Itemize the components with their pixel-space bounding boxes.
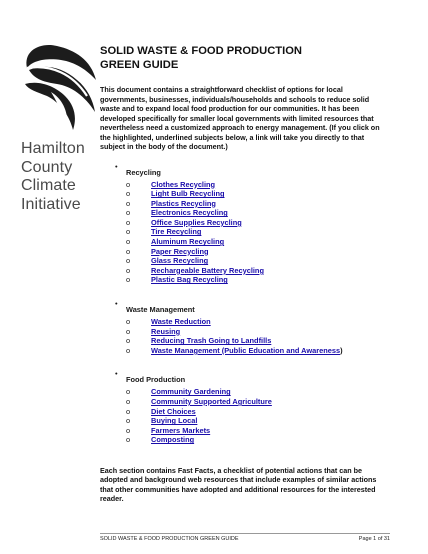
list-item [126, 416, 390, 426]
circle-bullet-icon: o [126, 435, 131, 445]
list-item [126, 317, 390, 327]
bullet-icon: • [115, 369, 118, 379]
link-buying-local[interactable]: Buying Local [151, 416, 198, 426]
link-tire-recycling[interactable]: Tire Recycling [151, 227, 202, 237]
list-item [126, 426, 390, 436]
subject-list [126, 180, 390, 286]
link-reusing[interactable]: Reusing [151, 326, 181, 336]
logo-line-climate: Climate [21, 177, 76, 194]
bullet-icon: • [115, 299, 118, 309]
subject-list [126, 317, 390, 355]
list-item [126, 387, 390, 397]
logo-line-county: County [21, 158, 73, 176]
section-label: Waste Management [126, 305, 195, 315]
circle-bullet-icon: o [126, 317, 131, 327]
closing-paragraph [100, 466, 390, 504]
bullet-icon: • [115, 161, 118, 171]
list-item [126, 435, 390, 445]
closing-text: Each section contains Fast Facts, a checklist of potential actions that can be adopted and background web resources that include examples of similar actions that other communities have adopted and additional resources for the interested reader [100, 465, 377, 504]
list-item [126, 275, 390, 285]
circle-bullet-icon: o [126, 416, 131, 426]
link-farmers-markets[interactable]: Farmers Markets [151, 425, 211, 435]
list-item [126, 266, 390, 276]
section-label: Food Production [126, 375, 186, 385]
circle-bullet-icon: o [126, 387, 131, 397]
title-line-1: SOLID WASTE & FOOD PRODUCTION [100, 45, 302, 57]
list-item [126, 256, 390, 266]
list-item [126, 336, 390, 346]
link-paper-recycling[interactable]: Paper Recycling [151, 246, 209, 256]
link-community-supported-agriculture[interactable]: Community Supported Agriculture [151, 397, 272, 406]
list-item [126, 237, 390, 247]
link-community-gardening[interactable]: Community Gardening [151, 387, 231, 397]
circle-bullet-icon: o [126, 275, 131, 285]
link-electronics-recycling[interactable]: Electronics Recycling [151, 208, 228, 218]
section-list [100, 162, 390, 445]
link-rechargeable-battery-recycling[interactable]: Rechargeable Battery Recycling [151, 265, 264, 275]
subject-list [126, 387, 390, 445]
link-glass-recycling[interactable]: Glass Recycling [151, 256, 209, 266]
circle-bullet-icon: o [126, 217, 131, 227]
document-title [100, 44, 390, 72]
logo-line-initiative: Initiative [21, 195, 81, 213]
circle-bullet-icon: o [126, 256, 131, 266]
list-item [126, 397, 390, 407]
list-item [126, 189, 390, 199]
list-item [126, 227, 390, 237]
closing-period: . [121, 494, 124, 504]
list-item [126, 208, 390, 218]
footer-title: SOLID WASTE & FOOD PRODUCTION GREEN GUIDE [100, 536, 239, 542]
footer-divider [100, 533, 390, 534]
link-aluminum-recycling[interactable]: Aluminum Recycling [151, 237, 225, 247]
link-waste-management-public-education-and-awareness[interactable]: Waste Management (Public Education and Awareness [151, 345, 341, 355]
list-item [126, 180, 390, 190]
circle-bullet-icon: o [126, 265, 131, 275]
circle-bullet-icon: o [126, 208, 131, 218]
link-composting[interactable]: Composting [151, 435, 195, 445]
section-waste-management [100, 299, 390, 355]
link-plastic-bag-recycling[interactable]: Plastic Bag Recycling [151, 275, 228, 285]
link-diet-choices[interactable]: Diet Choices [151, 406, 196, 416]
closing-paren: ) [340, 345, 343, 355]
link-waste-reduction[interactable]: Waste Reduction [151, 317, 211, 327]
leaf-river-logo-icon [21, 40, 99, 132]
circle-bullet-icon: o [126, 198, 131, 208]
section-recycling [100, 162, 390, 286]
circle-bullet-icon: o [126, 326, 131, 336]
circle-bullet-icon: o [126, 345, 131, 355]
logo-line-hamilton: Hamilton [21, 140, 85, 157]
circle-bullet-icon: o [126, 397, 131, 406]
link-office-supplies-recycling[interactable]: Office Supplies Recycling [151, 217, 242, 227]
circle-bullet-icon: o [126, 406, 131, 416]
title-line-2: GREEN GUIDE [100, 59, 179, 71]
list-item [126, 218, 390, 228]
circle-bullet-icon: o [126, 189, 131, 199]
circle-bullet-icon: o [126, 425, 131, 435]
intro-paragraph: This document contains a straightforward checklist of options for local governments, businesses, individuals/households and schools to reduce solid waste and to expand local food production for our communities. It has been developed specifically for smaller local governments with limited resources that nevertheless need a customized approach to energy management. (If you click on the highlighted, underlined subjects below, a link will take you directly to that subject in the body of the document.) [100, 85, 380, 151]
list-item [126, 407, 390, 417]
section-food-production [100, 369, 390, 445]
list-item [126, 247, 390, 257]
hamilton-county-logo [21, 40, 101, 214]
link-light-bulb-recycling[interactable]: Light Bulb Recycling [151, 189, 225, 199]
section-label: Recycling [126, 167, 161, 177]
list-item [126, 199, 390, 209]
link-reducing-trash-going-to-landfills[interactable]: Reducing Trash Going to Landfills [151, 336, 272, 346]
link-plastics-recycling[interactable]: Plastics Recycling [151, 198, 216, 208]
page-number: Page 1 of 31 [358, 536, 390, 542]
circle-bullet-icon: o [126, 237, 131, 247]
circle-bullet-icon: o [126, 336, 131, 346]
document-body [100, 44, 390, 504]
link-clothes-recycling[interactable]: Clothes Recycling [151, 179, 216, 189]
circle-bullet-icon: o [126, 227, 131, 237]
list-item [126, 327, 390, 337]
circle-bullet-icon: o [126, 179, 131, 189]
list-item [126, 346, 390, 356]
circle-bullet-icon: o [126, 246, 131, 256]
